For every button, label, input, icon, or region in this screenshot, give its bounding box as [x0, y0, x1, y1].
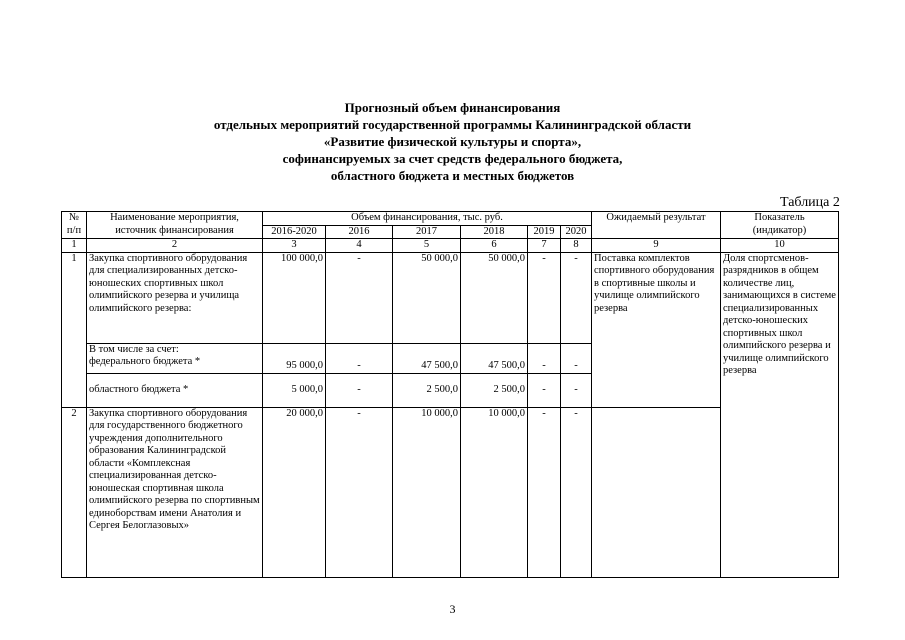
col-number: 1	[62, 239, 87, 253]
value-cell: 2 500,0	[461, 373, 528, 407]
header-year: 2020	[561, 225, 592, 239]
source-regional: областного бюджета *	[87, 373, 263, 407]
expected-result-empty	[592, 407, 721, 577]
header-indicator: Показатель (индикатор)	[721, 212, 839, 239]
header-num: № п/п	[62, 212, 87, 239]
value-cell: -	[528, 343, 561, 373]
header-year: 2017	[393, 225, 461, 239]
col-number: 5	[393, 239, 461, 253]
value-cell: -	[326, 252, 393, 343]
value-cell: 47 500,0	[461, 343, 528, 373]
value-cell: 10 000,0	[393, 407, 461, 577]
header-year: 2016-2020	[263, 225, 326, 239]
col-number: 9	[592, 239, 721, 253]
row-number: 2	[62, 407, 87, 577]
value-cell: 95 000,0	[263, 343, 326, 373]
value-cell: 20 000,0	[263, 407, 326, 577]
value-cell: 5 000,0	[263, 373, 326, 407]
value-cell: -	[528, 407, 561, 577]
value-cell: -	[326, 343, 393, 373]
page-number: 3	[449, 602, 456, 616]
title-line: «Развитие физической культуры и спорта»,	[323, 134, 582, 149]
source-federal: В том числе за счет: федерального бюджета *	[87, 343, 263, 373]
col-number: 6	[461, 239, 528, 253]
value-cell: -	[528, 252, 561, 343]
indicator: Доля спортсменов-разрядников в общем количестве лиц, занимающихся в системе специализированных детско-юношеских спортивных школ олимпийского резерва и училище олимпийского резерва	[721, 252, 839, 577]
document-title	[0, 99, 905, 184]
value-cell: -	[326, 373, 393, 407]
title-line: областного бюджета и местных бюджетов	[330, 168, 575, 183]
header-year: 2019	[528, 225, 561, 239]
header-year: 2018	[461, 225, 528, 239]
col-number: 3	[263, 239, 326, 253]
activity-name: Закупка спортивного оборудования для государственного бюджетного учреждения дополнительного образования Калининградской области «Комплексная специализированная детско-юношеская спортивная школа олимпийского резерва по спортивным единоборствам имени Анатолия и Сергея Белоглазовых»	[87, 407, 263, 577]
expected-result: Поставка комплектов спортивного оборудования в спортивные школы и училище олимпийского резерва	[592, 252, 721, 407]
header-funding: Объем финансирования, тыс. руб.	[263, 212, 592, 226]
value-cell: -	[561, 343, 592, 373]
header-name: Наименование мероприятия, источник финансирования	[87, 212, 263, 239]
funding-table	[61, 211, 839, 578]
value-cell: -	[561, 407, 592, 577]
row-number: 1	[62, 252, 87, 407]
value-cell: 100 000,0	[263, 252, 326, 343]
value-cell: 47 500,0	[393, 343, 461, 373]
value-cell: -	[561, 373, 592, 407]
title-line: Прогнозный объем финансирования	[344, 100, 561, 115]
table-caption: Таблица 2	[780, 195, 840, 210]
col-number: 4	[326, 239, 393, 253]
value-cell: 10 000,0	[461, 407, 528, 577]
value-cell: -	[528, 373, 561, 407]
col-number: 7	[528, 239, 561, 253]
header-year: 2016	[326, 225, 393, 239]
table-row	[62, 252, 839, 343]
value-cell: 2 500,0	[393, 373, 461, 407]
title-line: отдельных мероприятий государственной программы Калининградской области	[213, 117, 692, 132]
col-number: 8	[561, 239, 592, 253]
col-number: 10	[721, 239, 839, 253]
value-cell: 50 000,0	[393, 252, 461, 343]
value-cell: -	[326, 407, 393, 577]
col-number: 2	[87, 239, 263, 253]
title-line: софинансируемых за счет средств федерального бюджета,	[282, 151, 623, 166]
header-result: Ожидаемый результат	[592, 212, 721, 239]
value-cell: 50 000,0	[461, 252, 528, 343]
activity-name: Закупка спортивного оборудования для специализированных детско-юношеских спортивных школ олимпийского резерва и училища олимпийского резерва:	[87, 252, 263, 343]
value-cell: -	[561, 252, 592, 343]
